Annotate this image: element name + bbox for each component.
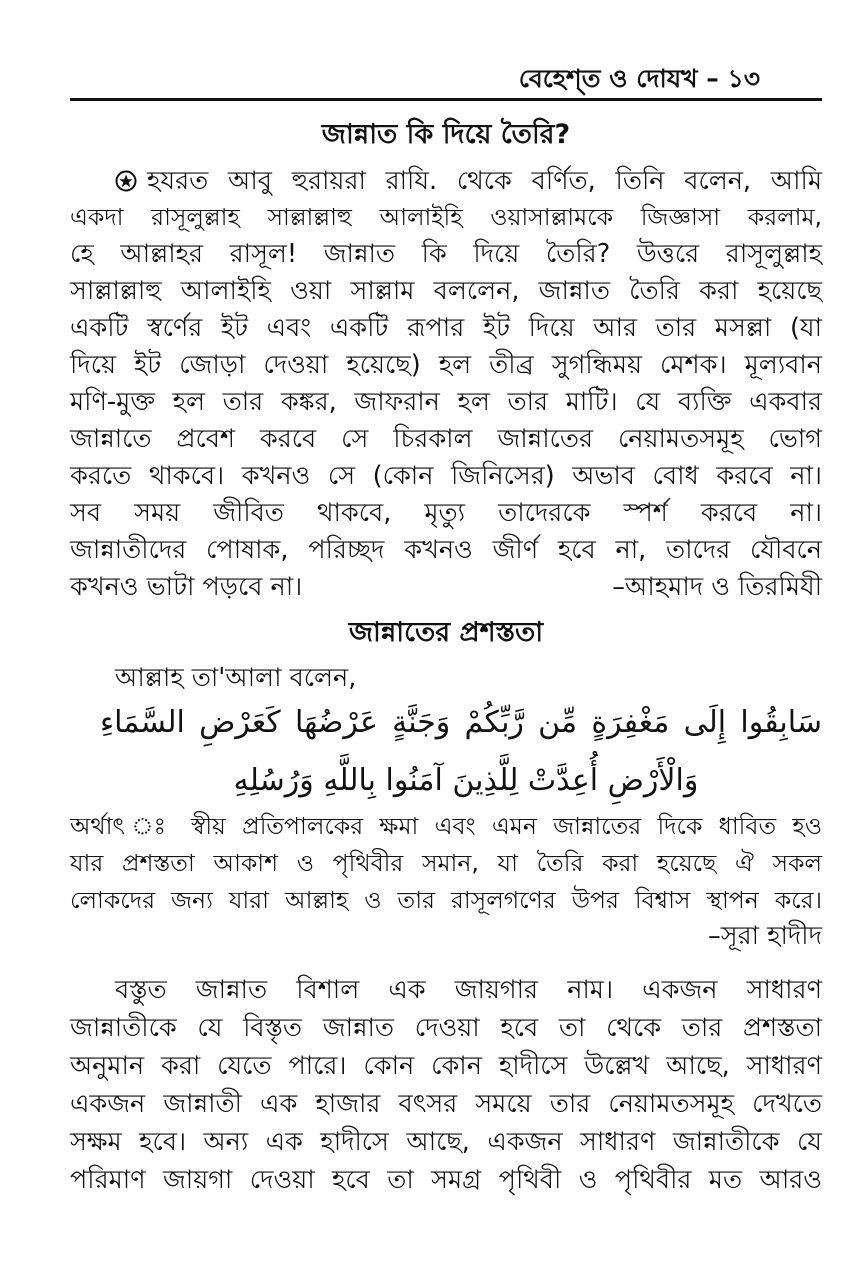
paragraph-line: হে আল্লাহর রাসূল! জান্নাত কি দিয়ে তৈরি? উত্তরে রাসূলুল্লাহ — [70, 239, 822, 269]
header-rule — [70, 98, 822, 101]
body-line: একজন জান্নাতী এক হাজার বৎসর সময়ে তার নেয়ামতসমূহ দেখতে — [70, 1089, 822, 1119]
paragraph-line: জান্নাতীদের পোষাক, পরিচ্ছদ কখনও জীর্ণ হবে না, তাদের যৌবনে — [70, 535, 822, 565]
body-line: সক্ষম হবে। অন্য এক হাদীসে আছে, একজন সাধারণ জান্নাতীকে যে — [70, 1127, 822, 1157]
paragraph-line: দিয়ে ইট জোড়া দেওয়া হয়েছে) হল তীব্র সুগন্ধিময় মেশক। মূল্যবান — [70, 350, 822, 380]
paragraph-line: জান্নাতে প্রবেশ করবে সে চিরকাল জান্নাতের নেয়ামতসমূহ ভোগ — [70, 424, 822, 454]
translation-line: লোকদের জন্য যারা আল্লাহ ও তার রাসূলগণের উপর বিশ্বাস স্থাপন করে। — [70, 886, 822, 914]
section-title-2: জান্নাতের প্রশস্ততা — [348, 617, 544, 648]
translation-source: –সূরা হাদীদ — [707, 921, 822, 951]
arabic-verse-line: وَالْأَرْضِ أُعِدَّتْ لِلَّذِينَ آمَنُوا بِاللَّهِ وَرُسُلِهِ — [233, 763, 699, 798]
translation-line: যার প্রশস্ততা আকাশ ও পৃথিবীর সমান, যা তৈরি করা হয়েছে ঐ সকল — [70, 849, 822, 877]
paragraph-line: সব সময় জীবিত থাকবে, মৃত্যু তাদেরকে স্পর্শ করবে না। — [70, 498, 822, 528]
hadith-source: –আহমাদ ও তিরমিযী — [612, 572, 822, 602]
paragraph-line: করতে থাকবে। কখনও সে (কোন জিনিসের) অভাব বোধ করবে না। — [70, 461, 822, 491]
body-line: পরিমাণ জায়গা দেওয়া হবে তা সমগ্র পৃথিবী ও পৃথিবীর মত আরও — [70, 1165, 822, 1195]
body-line: অনুমান করা যেতে পারে। কোন কোন হাদীসে উল্লেখ আছে, সাধারণ — [70, 1051, 822, 1081]
body-line: বস্তুত জান্নাত বিশাল এক জায়গার নাম। একজন সাধারণ — [115, 975, 822, 1005]
paragraph-line: একটি স্বর্ণের ইট এবং একটি রূপার ইট দিয়ে আর তার মসল্লা (যা — [70, 313, 822, 343]
arabic-verse-line: سَابِقُوا إِلَى مَغْفِرَةٍ مِّن رَّبِّكُمْ وَجَنَّةٍ عَرْضُهَا كَعَرْضِ السَّمَاءِ — [100, 705, 822, 740]
paragraph-line: মণি-মুক্ত হল তার কঙ্কর, জাফরান হল তার মাটি। যে ব্যক্তি একবার — [70, 387, 822, 417]
running-head: বেহেশ্‌ত ও দোযখ – ১৩ — [518, 64, 760, 93]
quran-intro: আল্লাহ তা'আলা বলেন, — [115, 663, 357, 693]
body-line: জান্নাতীকে যে বিস্তৃত জান্নাত দেওয়া হবে তা থেকে তার প্রশস্ততা — [70, 1013, 822, 1043]
paragraph-line: হযরত আবু হুরায়রা রাযি. থেকে বর্ণিত, তিনি বলেন, আমি — [115, 163, 822, 199]
translation-line: অর্থাৎ ঃ স্বীয় প্রতিপালকের ক্ষমা এবং এমন জান্নাতের দিকে ধাবিত হও — [70, 812, 822, 840]
paragraph-line: কখনও ভাটা পড়বে না। — [70, 572, 303, 602]
paragraph-line: একদা রাসূলুল্লাহ সাল্লাল্লাহু আলাইহি ওয়াসাল্লামকে জিজ্ঞাসা করলাম, — [70, 203, 822, 231]
section-title-1: জান্নাত কি দিয়ে তৈরি? — [321, 119, 571, 150]
star-in-circle-icon — [115, 170, 137, 192]
paragraph-line: সাল্লাল্লাহু আলাইহি ওয়া সাল্লাম বললেন, জান্নাত তৈরি করা হয়েছে — [70, 276, 822, 306]
